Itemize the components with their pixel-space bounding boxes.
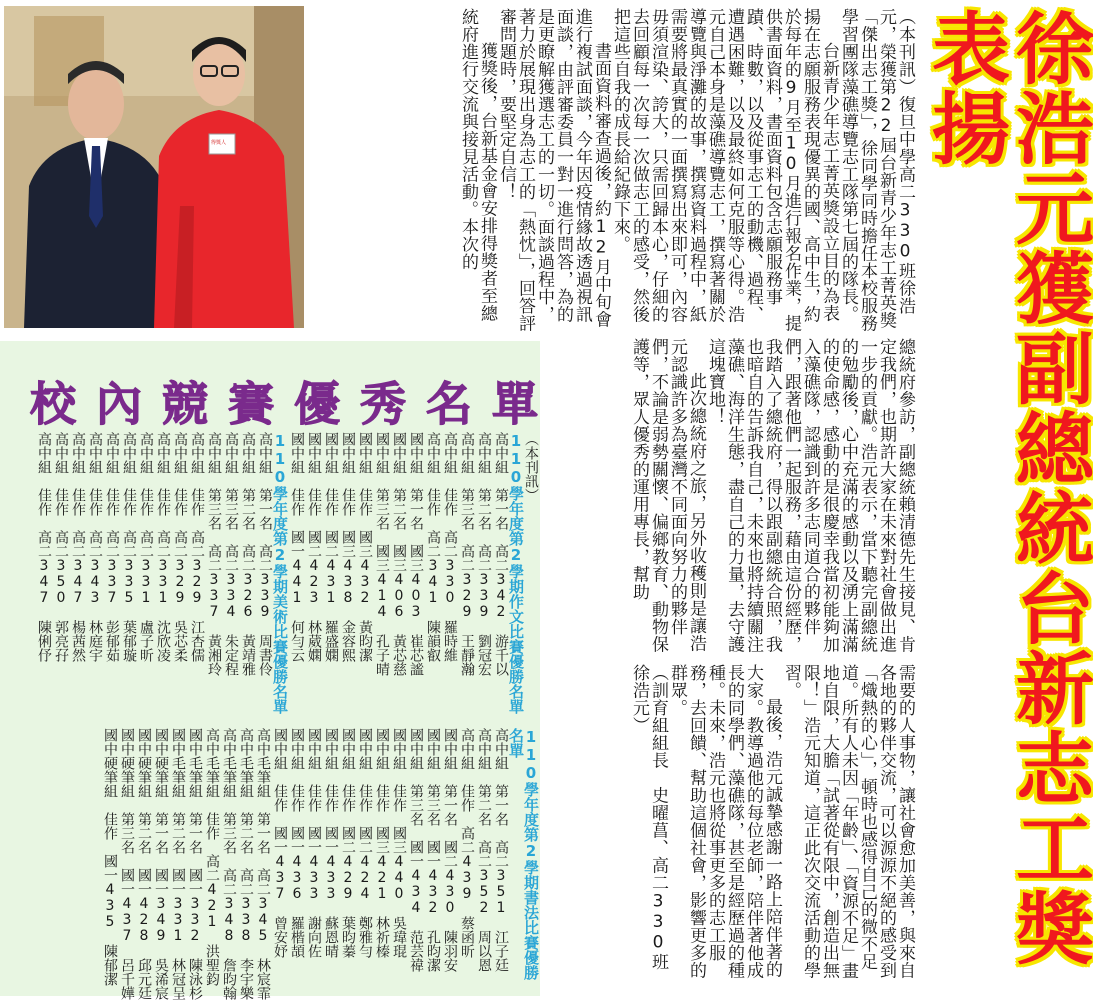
article-para: 此次總統府之旅，另外收穫則是讓浩元認識許多為臺灣不同面向努力的夥伴們，不論是弱勢關懷、偏鄉教育、動物保護等，眾人優秀的運用專長，幫助 xyxy=(629,338,706,653)
list-item: 國中毛筆組 第二名 國一331 林冠呈 xyxy=(170,728,186,1000)
list-item: 高中組 第二名 高二339 劉冠宏 xyxy=(476,432,492,676)
list-item: 高中組 佳作 高二331 沈欣凌 xyxy=(155,432,171,662)
list-item: 國中硬筆組 第三名 國一437 呂千嬅 xyxy=(119,728,135,1000)
photo-badge: 得獎人 xyxy=(211,140,227,146)
list-item: 高中組 第一名 高二351 江子廷 xyxy=(493,728,509,972)
list-item: 國中組 佳作 國三438 金容熙 xyxy=(340,432,356,662)
list-item: 國中硬筆組 第一名 國一349 吳浠宸 xyxy=(153,728,169,1000)
article-para: 獲獎後，台新基金會安排得獎者至總統府進行交流與接見活動。本次的 xyxy=(458,8,497,322)
honor-list-lower xyxy=(6,728,540,1000)
list-item: 高中組 佳作 高二335 葉郁璇 xyxy=(121,432,137,662)
list-item: 高中組 佳作 高二343 林庭宇 xyxy=(87,432,103,662)
list-item: 國中組 第二名 國三406 黃芯慈 xyxy=(391,432,407,676)
article-para: 台新青少年志工菁英獎設立目的為表揚在志願服務表現優異的國、高中生，約於每年的9月至10月進行報名作業，提供書面資料，書面資料包含志願服務事蹟、時數，以及從事志工的動機、過程、遭遇困難，以及最終如何克服等心得。浩元自己本身是藻礁導覽志工，撰寫著關於導覽與淨灘的故事，撰寫資料過程中，紙需要將最真實的一面撰寫出來即可，內容毋須渲染、誇大，只需回歸本心，仔細的去回顧每一次每一次做志工的感受，然後把這些自我的成長給紀錄下來。 xyxy=(610,8,839,332)
list-item: 國中組 第一名 國三403 崔芯謐 xyxy=(408,432,424,676)
section-heading-art: 110學年度第2學期美術比賽優勝名單 xyxy=(271,432,289,714)
list-item: 國中硬筆組 佳作 國一435 陳郁潔 xyxy=(102,728,118,986)
honor-list-title: 校內競賽優秀名單 xyxy=(30,377,558,431)
honor-list-intro: （本刊訊） xyxy=(523,432,539,502)
photo-illustration xyxy=(4,6,304,328)
article-para: （訓育組組長 史曜菖、高二330班 徐浩元） xyxy=(629,664,668,988)
list-item: 國中組 佳作 國一441 何勻云 xyxy=(289,432,305,662)
headline-title: 徐浩元獲副總統台新志工獎表揚 xyxy=(919,8,1093,968)
list-item: 高中組 佳作 高二329 江杏儒 xyxy=(189,432,205,662)
list-item: 國中硬筆組 第二名 國一428 邱元廷 xyxy=(136,728,152,1000)
award-photo xyxy=(4,6,304,328)
list-item: 高中組 第二名 高二352 周以恩 xyxy=(476,728,492,972)
list-item: 高中組 佳作 高二347 楊茜然 xyxy=(70,432,86,662)
list-item: 國中組 佳作 國二423 林葳嫻 xyxy=(306,432,322,662)
list-item: 高中毛筆組 第一名 高二345 林宸霏 xyxy=(255,728,271,1000)
list-item: 國中組 佳作 國二429 葉昀蓁 xyxy=(340,728,356,958)
list-item: 國中組 佳作 國三432 黃昀潔 xyxy=(357,432,373,662)
list-item: 國中毛筆組 第一名 國一332 陳泳杉 xyxy=(187,728,203,1000)
list-item: 國中組 第一名 國二430 陳羽安 xyxy=(442,728,458,972)
list-item: 國中組 第三名 國一434 范芸禕 xyxy=(408,728,424,972)
headline-box xyxy=(918,6,1093,992)
list-item: 國中組 第三名 國一432 孔昀潔 xyxy=(425,728,441,972)
article-para: 書面資料審查過後，約12月中旬會進行複試面談，今年因疫情緣故透過視訊面談，由評審委員一對一進行問答，為的是更瞭解獲選志工的一切。面談過程中，著力於展現出身為志工的「熱忱」，回答評審問題時，要堅定自信！ xyxy=(496,8,611,332)
list-item: 高中組 佳作 高二330 羅時維 xyxy=(442,432,458,662)
article-para: 總統府參訪，副總統賴清德先生接見、肯定我們，也期許大家在未來對社會做出進一步的貢獻。浩元表示，當下聽完副總統的勉勵後，心中充滿的感動以及湧上滿滿的使命感，感動的是很慶幸我當初能夠加入藻礁隊，認識到許多志同道合的夥伴們，跟著他們一起服務，藉由這份經歷，我踏入了總統府，得以跟副總統合照，我也暗自的告訴我自己，未來也將持續關注藻礁、海洋生態，盡自己的力量，去守護這塊寶地！ xyxy=(705,338,915,653)
article-para: 最後，浩元誠摯感謝一路上陪伴著的大家。教導過他的每位老師，陪伴著他成長的同學們、藻礁隊，甚至是經歷過的種種。未來，浩元也將從事更多的志工服務，去回饋、幫助這個社會，影響更多的群眾。 xyxy=(667,664,782,979)
list-item: 高中組 第一名 高二339 周書伶 xyxy=(257,432,273,676)
list-item: 國中組 第三名 國三414 孔子晴 xyxy=(374,432,390,676)
section-heading-calligraphy: 110學年度第2學期書法比賽優勝名單 xyxy=(507,728,540,980)
list-item: 高中組 佳作 高二347 陳俐伃 xyxy=(36,432,52,662)
list-item: 國中組 佳作 國三440 吳瑋琨 xyxy=(391,728,407,958)
article-block-1 xyxy=(308,8,914,334)
list-item: 高中組 第三名 高二337 黃湘玲 xyxy=(206,432,222,676)
list-item: 高中組 佳作 高二350 郭亮孖 xyxy=(53,432,69,662)
list-item: 高中毛筆組 第二名 高二338 李宇樂 xyxy=(238,728,254,1000)
list-item: 高中組 佳作 高二329 吳芯柔 xyxy=(172,432,188,662)
list-item: 高中組 佳作 高二331 盧子昕 xyxy=(138,432,154,662)
list-item: 國中組 佳作 國二424 鄭雅勻 xyxy=(357,728,373,958)
list-item: 國中組 佳作 國一433 蘇恩晴 xyxy=(323,728,339,958)
list-item: 高中毛筆組 第三名 高二348 詹昀翰 xyxy=(221,728,237,1000)
list-item: 高中組 第三名 高二334 朱定程 xyxy=(223,432,239,676)
list-item: 國中組 佳作 國一437 曾安妤 xyxy=(272,728,288,958)
list-item: 高中組 第二名 高二326 黃靖雅 xyxy=(240,432,256,676)
list-item: 高中組 第一名 高二342 游千以 xyxy=(493,432,509,676)
list-item: 高中組 佳作 高二439 蔡函昕 xyxy=(459,728,475,958)
article-para: （本刊訊）復旦中學高二330班徐浩元，榮獲第22屆台新青少年志工菁英獎「傑出志工獎」，徐同學同時擔任本校服務學習團隊藻礁導覽志工隊第七屆的隊長。 xyxy=(838,8,915,332)
list-item: 國中組 佳作 國二431 羅盛嫻 xyxy=(323,432,339,662)
list-item: 國中組 佳作 國三421 林祈榛 xyxy=(374,728,390,958)
list-item: 高中毛筆組 佳作 高二421 洪聖鈞 xyxy=(204,728,220,986)
honor-list-upper xyxy=(6,432,538,727)
list-item: 國中組 佳作 國一436 羅楷頡 xyxy=(289,728,305,958)
article-block-3 xyxy=(546,664,914,994)
section-heading-essay: 110學年度第2學期作文比賽優勝名單 xyxy=(507,432,525,714)
list-item: 高中組 佳作 高二341 陳韻叡 xyxy=(425,432,441,662)
article-block-2 xyxy=(546,338,914,658)
list-item: 國中組 佳作 國一433 謝向佐 xyxy=(306,728,322,958)
list-item: 高中組 第三名 高二329 王靜瀚 xyxy=(459,432,475,676)
article-para: 需要的人事物，讓社會愈加美善，與來自各地的夥伴交流，可以源源不絕的感受到「熾熱的心」，頓時也感得自己的微不足道。所有人未因「年齡」、「資源不足」畫地自限，大膽「試著從有限中，創造出無限！」浩元知道，這正此次交流活動的學習。 xyxy=(781,664,915,980)
list-item: 高中組 佳作 高二337 彭郁茹 xyxy=(104,432,120,662)
